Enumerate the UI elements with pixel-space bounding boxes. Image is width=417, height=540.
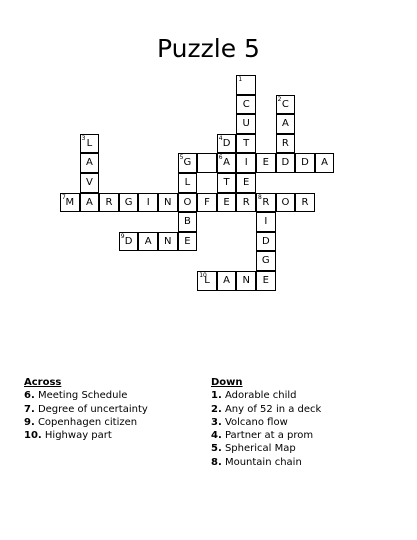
clue-item <box>211 442 321 455</box>
cell-letter: T <box>243 137 250 149</box>
clue-text: Degree of uncertainty <box>37 403 148 415</box>
grid-cell[interactable] <box>236 134 256 154</box>
cell-letter: D <box>261 235 270 247</box>
grid-cell[interactable] <box>217 134 237 154</box>
grid-cell[interactable] <box>236 173 256 193</box>
grid-cell[interactable] <box>178 153 198 173</box>
grid-cell[interactable] <box>197 271 217 291</box>
cell-letter: E <box>223 196 230 208</box>
cell-letter: R <box>281 137 289 149</box>
grid-cell[interactable] <box>236 271 256 291</box>
grid-cell[interactable] <box>138 232 158 252</box>
clue-item <box>211 416 321 429</box>
grid-cell[interactable] <box>276 193 296 213</box>
grid-cell[interactable] <box>80 134 100 154</box>
cell-letter: L <box>204 275 210 286</box>
clue-item <box>24 403 148 416</box>
clue-number: 2. <box>211 403 222 415</box>
cell-letter: A <box>223 275 231 286</box>
clue-number: 10. <box>24 430 42 442</box>
grid-cell[interactable] <box>217 153 237 173</box>
clue-item <box>211 403 321 416</box>
cell-letter: G <box>261 255 270 267</box>
cell-letter: A <box>281 118 289 130</box>
cell-number: 9 <box>120 232 125 240</box>
grid-cell[interactable] <box>276 134 296 154</box>
clue-text: Mountain chain <box>224 456 302 468</box>
cell-letter: E <box>243 177 250 188</box>
cell-letter: D <box>222 137 231 149</box>
cell-letter: A <box>321 157 329 169</box>
cell-letter: D <box>281 157 290 169</box>
cell-letter: E <box>184 235 191 247</box>
grid-cell[interactable] <box>158 193 178 213</box>
cell-letter: U <box>242 118 250 130</box>
cell-letter: G <box>124 196 133 208</box>
cell-letter: E <box>262 275 269 286</box>
cell-number: 7 <box>62 193 66 201</box>
cell-letter: A <box>85 157 93 169</box>
grid-cell[interactable] <box>295 193 315 213</box>
grid-cell[interactable] <box>236 193 256 213</box>
grid-cell[interactable] <box>80 193 100 213</box>
cell-letter: D <box>301 157 309 169</box>
clue-number: 9. <box>24 416 35 428</box>
cell-letter: N <box>242 275 250 286</box>
grid-cell[interactable] <box>99 193 119 213</box>
cell-letter: A <box>223 157 231 169</box>
grid-cell[interactable] <box>178 232 198 252</box>
clue-text: Adorable child <box>224 390 297 402</box>
clue-number: 8. <box>211 456 222 468</box>
across-clue-list <box>24 389 148 442</box>
grid-cell[interactable] <box>217 271 237 291</box>
cell-number: 6 <box>218 154 223 162</box>
cell-letter: E <box>262 157 269 169</box>
grid-cell[interactable] <box>119 193 139 213</box>
grid-cell[interactable] <box>217 193 237 213</box>
clue-number: 3. <box>211 416 222 428</box>
grid-cell[interactable] <box>256 212 276 232</box>
cell-letter: T <box>223 177 230 188</box>
cell-letter: G <box>183 157 192 169</box>
clue-text: Volcano flow <box>224 416 288 428</box>
down-clues <box>211 376 321 469</box>
cell-letter: R <box>262 196 270 208</box>
grid-cell[interactable] <box>178 173 198 193</box>
grid-cell[interactable] <box>236 75 256 95</box>
cell-letter: M <box>65 196 75 208</box>
cell-number: 4 <box>218 134 223 142</box>
cell-number: 10 <box>199 272 207 279</box>
grid-cell[interactable] <box>315 153 335 173</box>
across-heading: Across <box>24 377 62 388</box>
grid-cell[interactable] <box>197 153 217 173</box>
grid-cell[interactable] <box>236 114 256 134</box>
cell-number: 1 <box>238 76 243 83</box>
clue-item <box>211 389 321 402</box>
grid-cell[interactable] <box>80 153 100 173</box>
cell-number: 3 <box>81 134 86 142</box>
clue-text: Spherical Map <box>224 443 296 455</box>
grid-cell[interactable] <box>60 193 80 213</box>
clue-item <box>211 456 321 469</box>
down-clue-list <box>211 389 321 469</box>
clue-number: 1. <box>211 390 222 402</box>
cell-letter: B <box>183 216 191 228</box>
cell-letter: R <box>242 196 250 208</box>
cell-number: 5 <box>179 154 184 162</box>
clue-item <box>24 416 148 429</box>
cell-letter: C <box>242 98 250 110</box>
cell-letter: A <box>85 196 93 208</box>
cell-letter: I <box>146 196 150 208</box>
cell-letter: O <box>281 196 290 208</box>
clue-text: Any of 52 in a deck <box>224 403 322 415</box>
clue-text: Meeting Schedule <box>37 390 128 402</box>
cell-number: 2 <box>277 95 282 103</box>
clue-text: Copenhagen citizen <box>37 416 138 428</box>
cell-letter: N <box>164 196 172 208</box>
clue-text: Highway part <box>44 430 112 442</box>
grid-cell[interactable] <box>138 193 158 213</box>
grid-cell[interactable] <box>276 95 296 115</box>
grid-cell[interactable] <box>276 114 296 134</box>
grid-cell[interactable] <box>197 193 217 213</box>
grid-cell[interactable] <box>236 153 256 173</box>
clue-item <box>211 429 321 442</box>
cell-letter: R <box>301 196 309 208</box>
grid-cell[interactable] <box>178 193 198 213</box>
cell-letter: F <box>204 196 210 208</box>
clue-item <box>24 429 148 442</box>
cell-letter: O <box>183 196 192 208</box>
clue-text: Partner at a prom <box>224 430 314 442</box>
grid-cell[interactable] <box>256 232 276 252</box>
grid-cell[interactable] <box>256 153 276 173</box>
cell-letter: I <box>264 216 268 228</box>
cell-letter: D <box>124 235 133 247</box>
grid-cell[interactable] <box>119 232 139 252</box>
clue-number: 5. <box>211 443 222 455</box>
clue-number: 7. <box>24 403 35 415</box>
clue-item <box>24 389 148 402</box>
grid-cell[interactable] <box>276 153 296 173</box>
cell-number: 8 <box>258 193 262 201</box>
grid-cell[interactable] <box>256 271 276 291</box>
cell-letter: N <box>164 235 172 247</box>
clue-number: 6. <box>24 390 35 402</box>
puzzle-title: Puzzle 5 <box>157 34 260 63</box>
cell-letter: L <box>184 177 191 188</box>
cell-letter: C <box>281 98 289 110</box>
grid-cell[interactable] <box>217 173 237 193</box>
cell-letter: R <box>105 196 113 208</box>
grid-cell[interactable] <box>236 95 256 115</box>
clue-number: 4. <box>211 430 222 442</box>
grid-cell[interactable] <box>158 232 178 252</box>
cell-letter: L <box>86 137 93 149</box>
grid-cell[interactable] <box>295 153 315 173</box>
cell-letter: I <box>244 157 248 169</box>
grid-cell[interactable] <box>178 212 198 232</box>
grid-cell[interactable] <box>256 251 276 271</box>
cell-letter: V <box>85 177 93 188</box>
across-clues <box>24 376 148 442</box>
cell-letter: A <box>144 235 152 247</box>
grid-cell[interactable] <box>256 193 276 213</box>
down-heading: Down <box>211 377 243 388</box>
grid-cell[interactable] <box>80 173 100 193</box>
